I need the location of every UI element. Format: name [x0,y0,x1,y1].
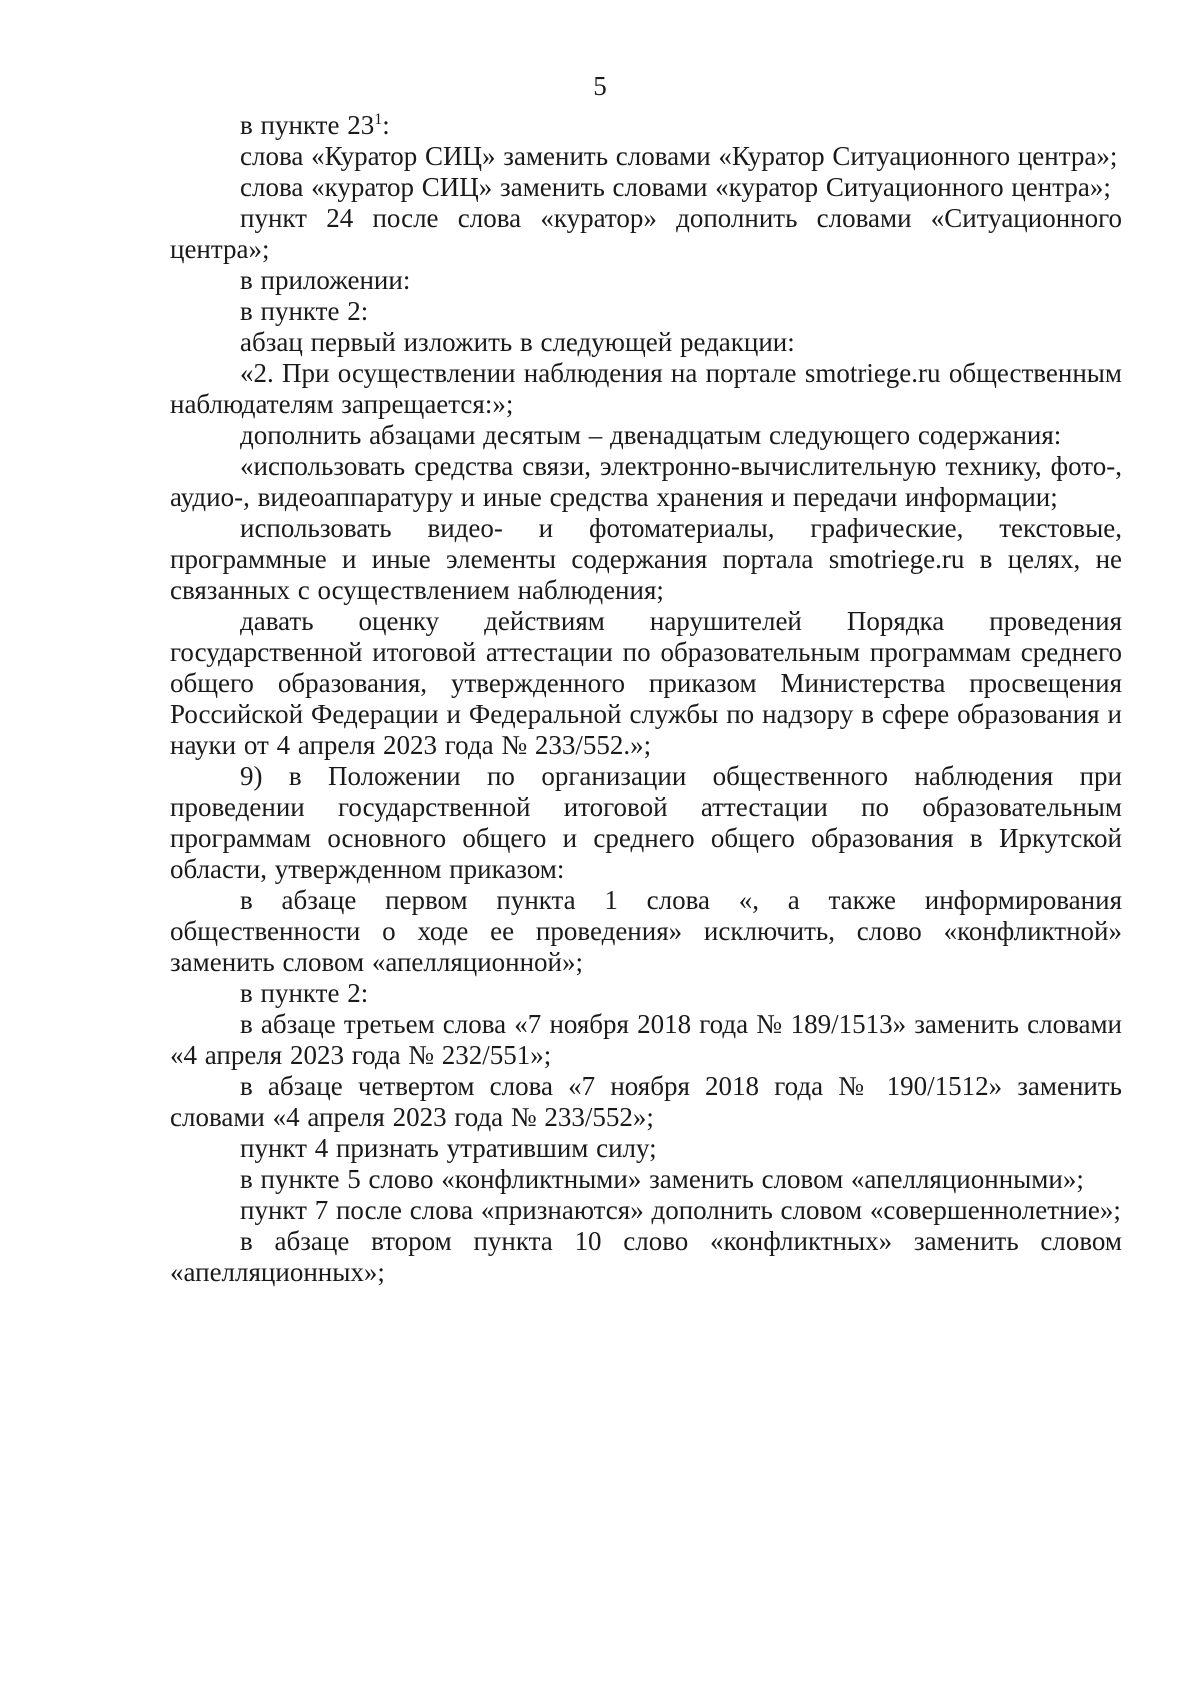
paragraph: пункт 4 признать утратившим силу; [240,1133,657,1163]
paragraph: 9) в Положении по организации общественного наблюдения при проведении государственной итоговой аттестации по образовательным программам основного общего и среднего общего образования в Иркутской области, утвержденном приказом: [170,761,1122,884]
paragraph: дополнить абзацами десятым – двенадцатым следующего содержания: [240,420,1062,450]
paragraph: в пункте 5 слово «конфликтными» заменить словом «апелляционными»; [240,1164,1084,1194]
paragraph: абзац первый изложить в следующей редакции: [240,327,795,357]
paragraph: в абзаце первом пункта 1 слова «, а также информирования общественности о ходе ее проведения» исключить, слово «конфликтной» заменить словом «апелляционной»; [170,885,1122,977]
paragraph: слова «Куратор СИЦ» заменить словами «Куратор Ситуационного центра»; [240,141,1118,171]
paragraph: пункт 24 после слова «куратор» дополнить словами «Ситуационного центра»; [170,203,1122,264]
paragraph: слова «куратор СИЦ» заменить словами «куратор Ситуационного центра»; [240,172,1111,202]
paragraph-amend-point-23-1: в пункте $23^1$: [240,110,390,140]
paragraph: в пункте 2: [240,296,369,326]
paragraph: «использовать средства связи, электронно-вычислительную технику, фото-, аудио-, видеоаппаратуру и иные средства хранения и передачи информации; [170,451,1122,512]
paragraph: пункт 7 после слова «признаются» дополнить словом «совершеннолетние»; [240,1195,1121,1225]
page-number: 5 [593,71,607,101]
paragraph: в абзаце четвертом слова «7 ноября 2018 года № 190/1512» заменить словами «4 апреля 2023 года № 233/552»; [170,1071,1122,1132]
paragraph: использовать видео- и фотоматериалы, графические, текстовые, программные и иные элементы содержания портала smotriege.ru в целях, не связанных с осуществлением наблюдения; [170,513,1122,605]
paragraph: в абзаце третьем слова «7 ноября 2018 года № 189/1513» заменить словами «4 апреля 2023 года № 232/551»; [170,1009,1122,1070]
superscript-index: 1 [374,111,383,128]
paragraph: в приложении: [240,265,411,295]
paragraph: «2. При осуществлении наблюдения на портале smotriege.ru общественным наблюдателям запрещается:»; [170,358,1122,419]
paragraph: в абзаце втором пункта 10 слово «конфликтных» заменить словом «апелляционных»; [170,1226,1122,1287]
document-body [170,110,1122,1288]
paragraph: в пункте 2: [240,978,369,1008]
paragraph: давать оценку действиям нарушителей Порядка проведения государственной итоговой аттестации по образовательным программам среднего общего образования, утвержденного приказом Министерства просвещения Российской Федерации и Федеральной службы по надзору в сфере образования и науки от 4 апреля 2023 года № 233/552.»; [170,606,1122,760]
